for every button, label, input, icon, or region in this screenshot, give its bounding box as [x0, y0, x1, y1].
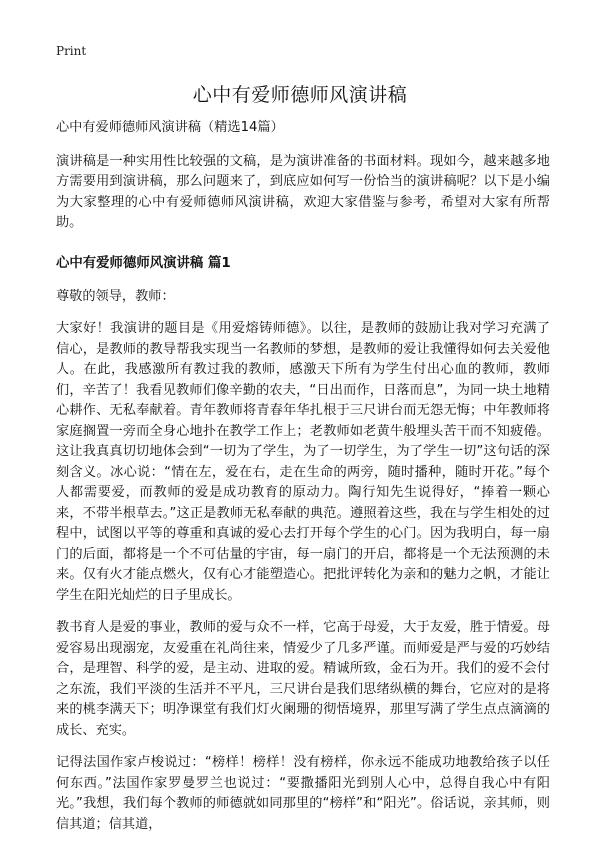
document-subtitle: 心中有爱师德师风演讲稿（精选14篇）	[56, 120, 284, 135]
intro-paragraph: 演讲稿是一种实用性比较强的文稿，是为演讲准备的书面材料。现如今，越来越多地方需要用到演讲稿，那么问题来了，到底应如何写一份恰当的演讲稿呢？以下是小编为大家整理的心中有爱师德师风演讲稿，欢迎大家借鉴与参考，希望对大家有所帮助。	[56, 153, 550, 230]
body-paragraph-3: 记得法国作家卢梭说过：“榜样！榜样！没有榜样，你永远不能成功地教给孩子以任何东西。”法国作家罗曼罗兰也说过：“要撒播阳光到别人心中，总得自我心中有阳光。”我想，我们每个教师的师德就如同那里的“榜样”和“阳光”。俗话说，亲其师，则信其道；信其道，	[56, 755, 550, 832]
body-paragraph-2: 教书育人是爱的事业，教师的爱与众不一样，它高于母爱，大于友爱，胜于情爱。母爱容易出现溺宠，友爱重在礼尚往来，情爱少了几多严谨。而师爱是严与爱的巧妙结合，是理智、科学的爱，是主动、进取的爱。精诚所致，金石为开。我们的爱不会付之东流，我们平淡的生活并不平凡，三尺讲台是我们思绪纵横的舞台，它应对的是将来的桃李满天下；明净课堂有我们灯火阑珊的彻悟境界，那里写满了学生点点滴滴的成长、充实。	[56, 620, 550, 738]
document-body	[56, 118, 550, 847]
section-heading: 心中有爱师德师风演讲稿 篇1	[56, 255, 231, 271]
print-link[interactable]: Print	[56, 44, 87, 58]
body-paragraph-1: 大家好！我演讲的题目是《用爱熔铸师德》。以往，是教师的鼓励让我对学习充满了信心，是教师的教导帮我实现当一名教师的梦想，是教师的爱让我懂得如何去关爱他人。在此，我感激所有教过我的教师，感激天下所有为学生付出心血的教师，教师们，辛苦了！我看见教师们像辛勤的农夫，“日出而作，日落而息”，为同一块土地精心耕作、无私奉献着。青年教师将青春年华扎根于三尺讲台而无怨无悔；中年教师将家庭搁置一旁而全身心地扑在教学工作上；老教师如老黄牛般埋头苦干而不知疲倦。这让我真真切切地体会到“一切为了学生，为了一切学生，为了学生一切”这句话的深刻含义。冰心说：“情在左，爱在右，走在生命的两旁，随时播种，随时开花。”每个人都需要爱，而教师的爱是成功教育的原动力。陶行知先生说得好，“捧着一颗心来，不带半根草去。”这正是教师无私奉献的典范。遵照着这些，我在与学生相处的过程中，试图以平等的尊重和真诚的爱心去打开每个学生的心门。因为我明白，每一扇门的后面，都将是一个不可估量的宇宙，每一扇门的开启，都将是一个无法预测的未来。仅有火才能点燃火，仅有心才能塑造心。把批评转化为亲和的魅力之帆，才能让学生在阳光灿烂的日子里成长。	[56, 321, 550, 603]
greeting: 尊敬的领导，教师：	[56, 288, 175, 304]
document-title: 心中有爱师德师风演讲稿	[192, 84, 408, 106]
